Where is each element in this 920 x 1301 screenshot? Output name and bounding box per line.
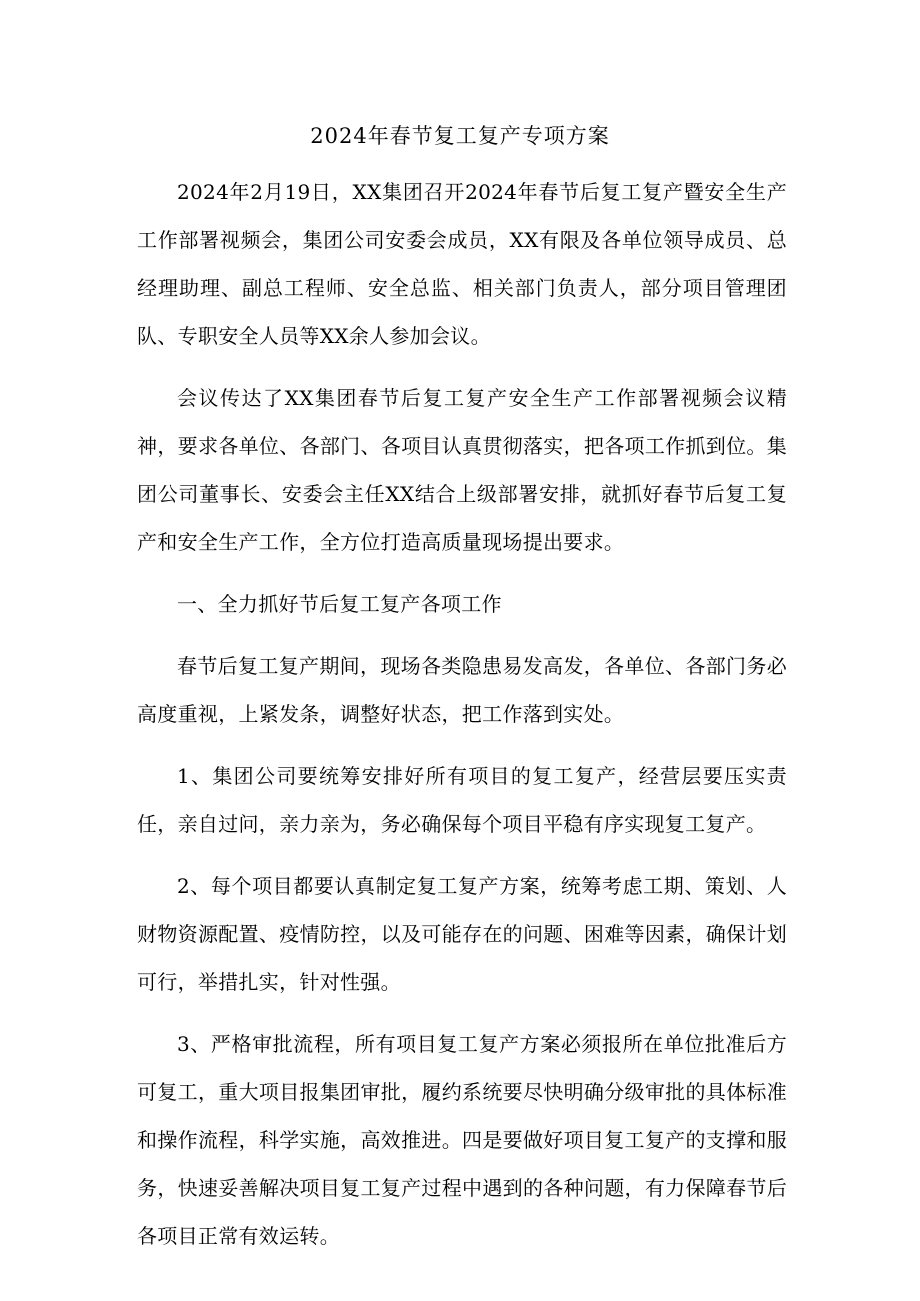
section-heading-1: 一、全力抓好节后复工复产各项工作	[177, 592, 502, 616]
document-body	[137, 168, 787, 1274]
paragraph-meeting-intro: 2024年2月19日，XX集团召开2024年春节后复工复产暨安全生产工作部署视频会，集团公司安委会成员，XX有限及各单位领导成员、总经理助理、副总工程师、安全总监、相关部门负责人，部分项目管理团队、专职安全人员等XX余人参加会议。	[137, 180, 787, 348]
paragraph-meeting-requirements: 会议传达了XX集团春节后复工复产安全生产工作部署视频会议精神，要求各单位、各部门、各项目认真贯彻落实，把各项工作抓到位。集团公司董事长、安委会主任XX结合上级部署安排，就抓好春节后复工复产和安全生产工作，全方位打造高质量现场提出要求。	[137, 386, 787, 554]
paragraph-item-1: 1、集团公司要统筹安排好所有项目的复工复产，经营层要压实责任，亲自过问，亲力亲为，务必确保每个项目平稳有序实现复工复产。	[137, 764, 787, 836]
paragraph-item-3: 3、严格审批流程，所有项目复工复产方案必须报所在单位批准后方可复工，重大项目报集团审批，履约系统要尽快明确分级审批的具体标准和操作流程，科学实施，高效推进。四是要做好项目复工复产的支撑和服务，快速妥善解决项目复工复产过程中遇到的各种问题，有力保障春节后各项目正常有效运转。	[137, 1032, 787, 1248]
document-title: 2024年春节复工复产专项方案	[310, 124, 610, 148]
paragraph-section-intro: 春节后复工复产期间，现场各类隐患易发高发，各单位、各部门务必高度重视，上紧发条，调整好状态，把工作落到实处。	[137, 654, 787, 726]
paragraph-item-2: 2、每个项目都要认真制定复工复产方案，统筹考虑工期、策划、人财物资源配置、疫情防控，以及可能存在的问题、困难等因素，确保计划可行，举措扎实，针对性强。	[137, 874, 787, 994]
